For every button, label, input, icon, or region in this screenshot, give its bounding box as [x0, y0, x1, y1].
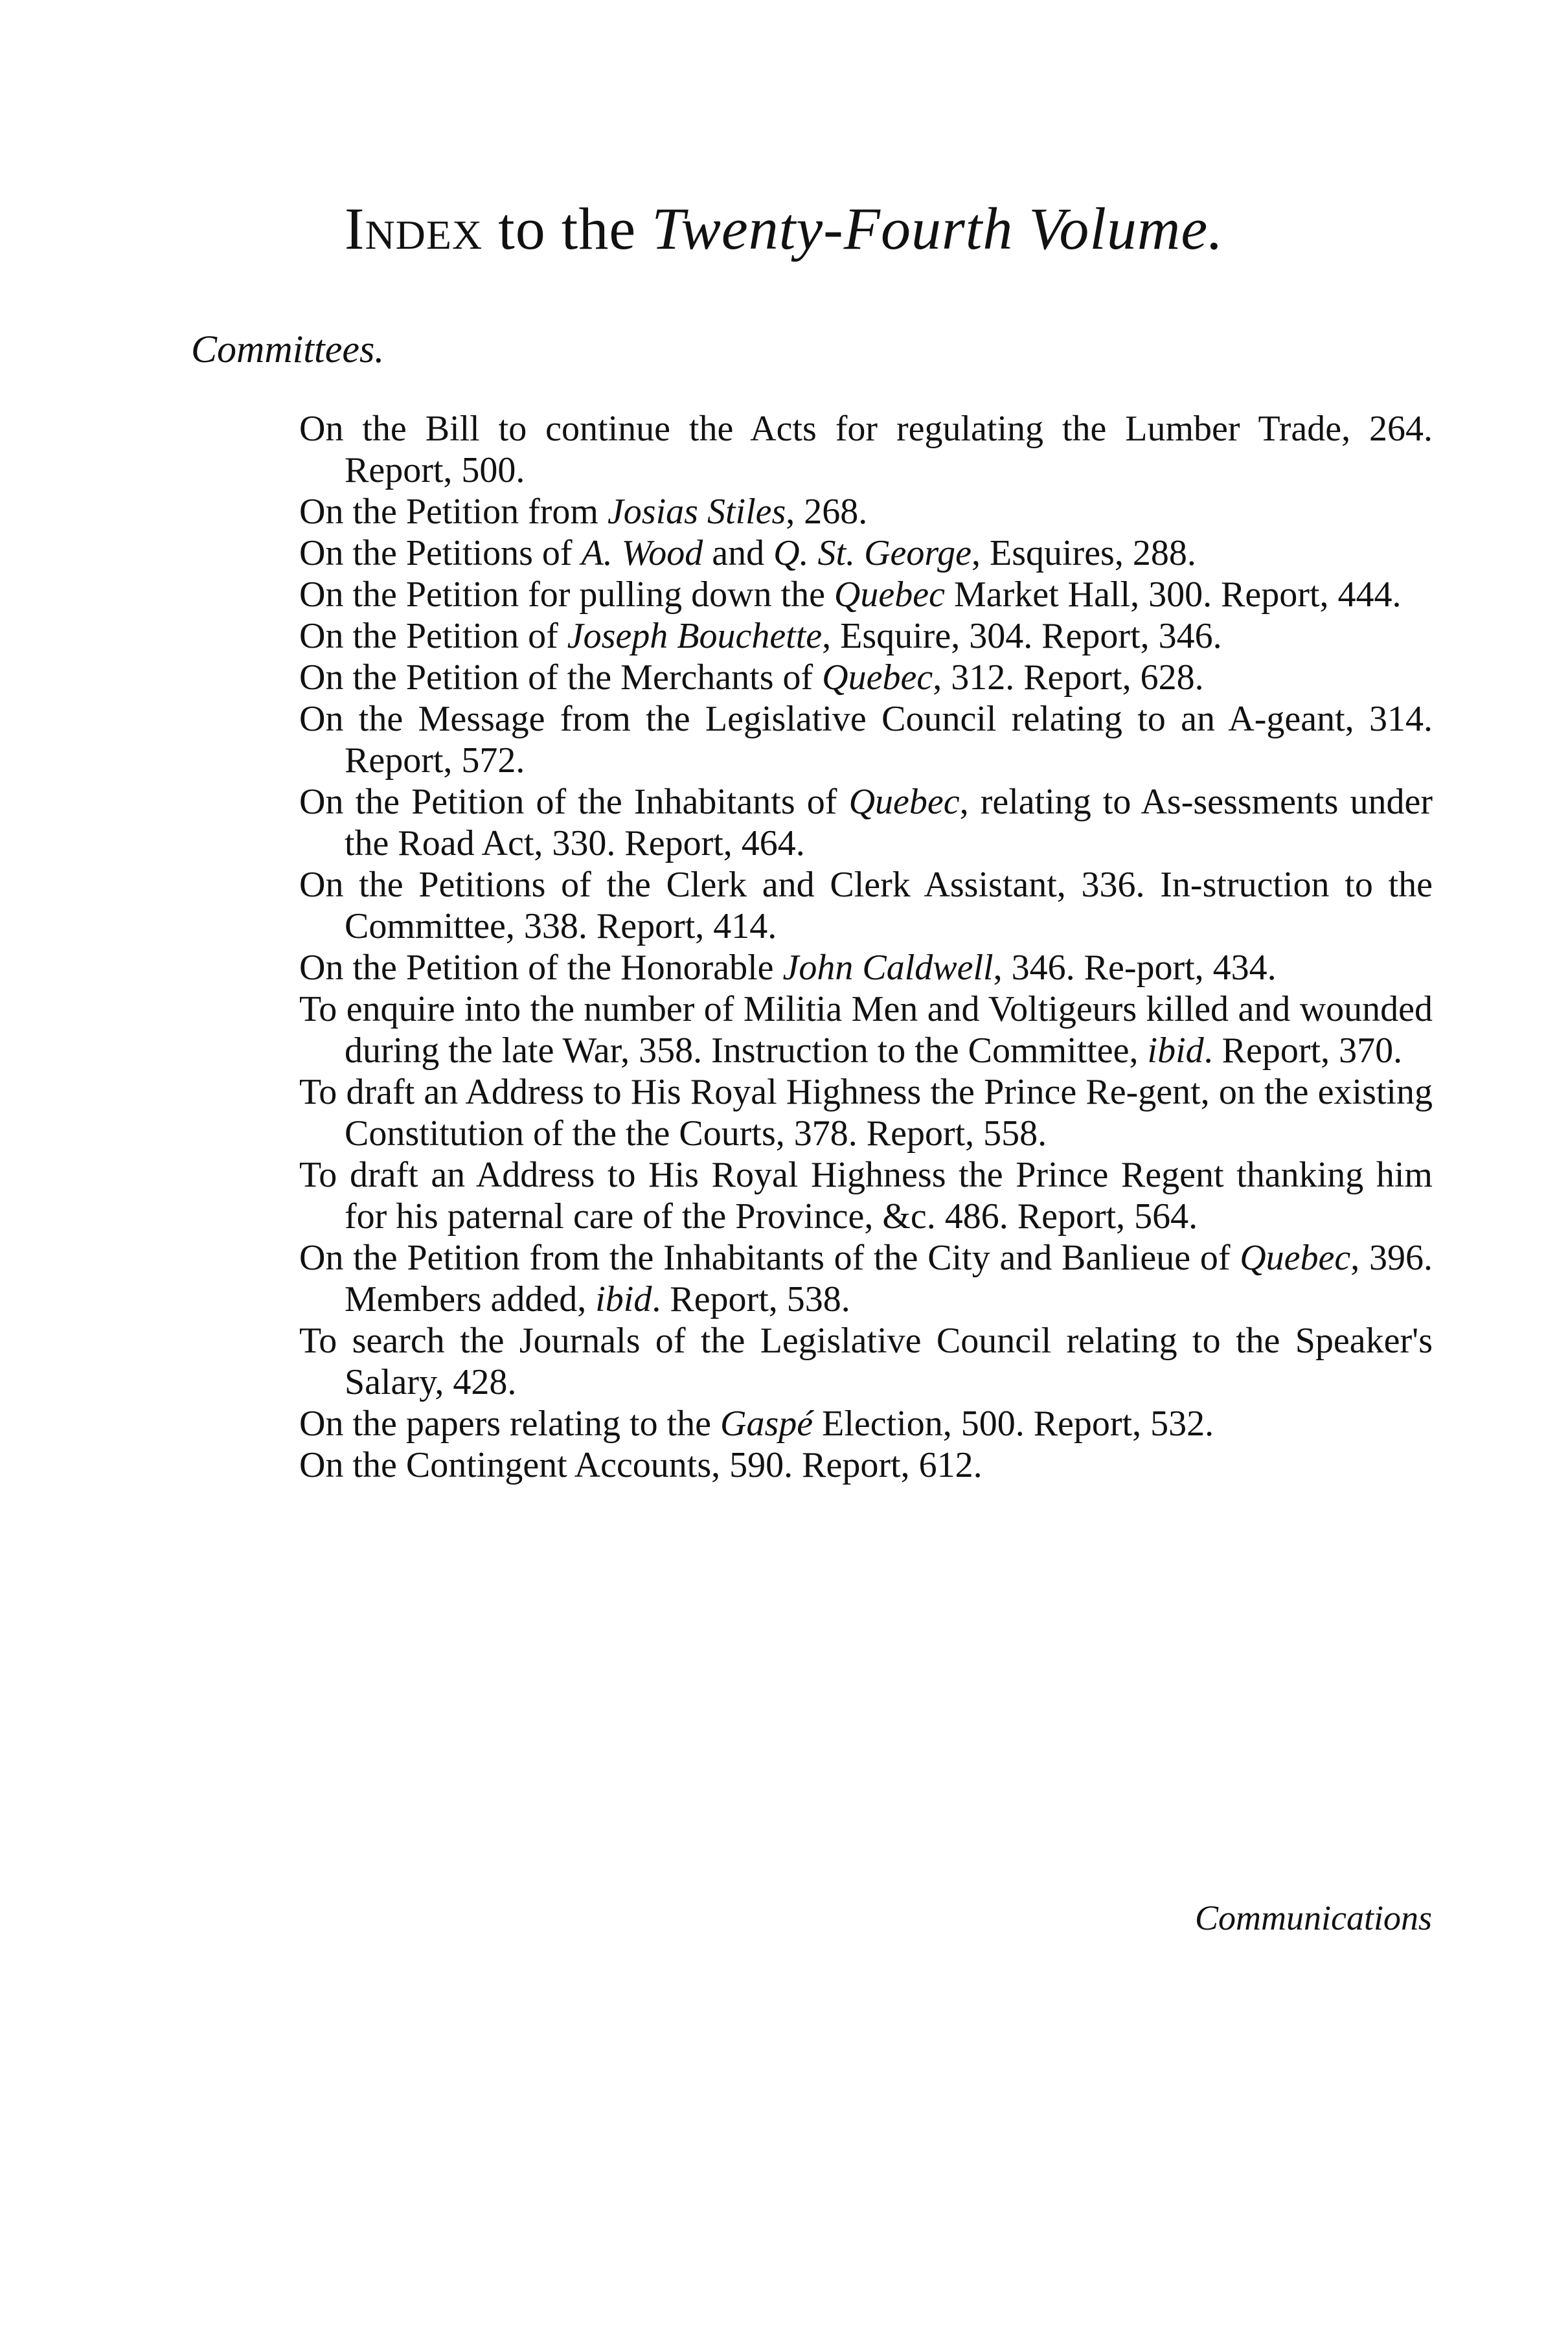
- index-entries-list: [299, 408, 1433, 1486]
- index-entry: On the Bill to continue the Acts for regulating the Lumber Trade, 264. Report, 500.: [299, 409, 1433, 490]
- title-index: Index: [344, 196, 483, 262]
- index-entry: On the Petition of Joseph Bouchette, Esquire, 304. Report, 346.: [299, 616, 1222, 656]
- index-entry: On the Petition for pulling down the Quebec Market Hall, 300. Report, 444.: [299, 575, 1402, 615]
- index-entry: On the Petition of the Honorable John Caldwell, 346. Re-port, 434.: [299, 948, 1277, 988]
- index-entry: To draft an Address to His Royal Highness the Prince Re-gent, on the existing Constitution of the the Courts, 378. Report, 558.: [299, 1072, 1433, 1154]
- catchword: Communications: [1194, 1898, 1432, 1937]
- index-entry: On the Petition from the Inhabitants of the City and Banlieue of Quebec, 396. Members added, ibid. Report, 538.: [299, 1238, 1433, 1319]
- title-to-the: to the: [498, 196, 637, 262]
- index-entry: On the papers relating to the Gaspé Election, 500. Report, 532.: [299, 1404, 1214, 1444]
- index-entry: To enquire into the number of Militia Men and Voltigeurs killed and wounded during the late War, 358. Instruction to the Committee, ibid. Report, 370.: [299, 989, 1433, 1071]
- index-entry: On the Contingent Accounts, 590. Report, 612.: [299, 1445, 983, 1485]
- index-entry: On the Message from the Legislative Council relating to an A-geant, 314. Report, 572.: [299, 699, 1433, 781]
- page-title: [0, 194, 1568, 263]
- index-entry: On the Petitions of the Clerk and Clerk Assistant, 336. In-struction to the Committee, 338. Report, 414.: [299, 865, 1433, 946]
- title-volume: Twenty-Fourth Volume.: [652, 196, 1224, 262]
- section-heading: Committees.: [191, 328, 385, 370]
- index-entry: On the Petition of the Merchants of Quebec, 312. Report, 628.: [299, 657, 1204, 698]
- index-entry: On the Petition of the Inhabitants of Quebec, relating to As-sessments under the Road Act, 330. Report, 464.: [299, 782, 1433, 863]
- index-entry: On the Petition from Josias Stiles, 268.: [299, 492, 868, 532]
- index-entry: To search the Journals of the Legislative Council relating to the Speaker's Salary, 428.: [299, 1321, 1433, 1402]
- index-entry: On the Petitions of A. Wood and Q. St. George, Esquires, 288.: [299, 533, 1196, 573]
- index-entry: To draft an Address to His Royal Highness the Prince Regent thanking him for his paternal care of the Province, &c. 486. Report, 564.: [299, 1155, 1433, 1237]
